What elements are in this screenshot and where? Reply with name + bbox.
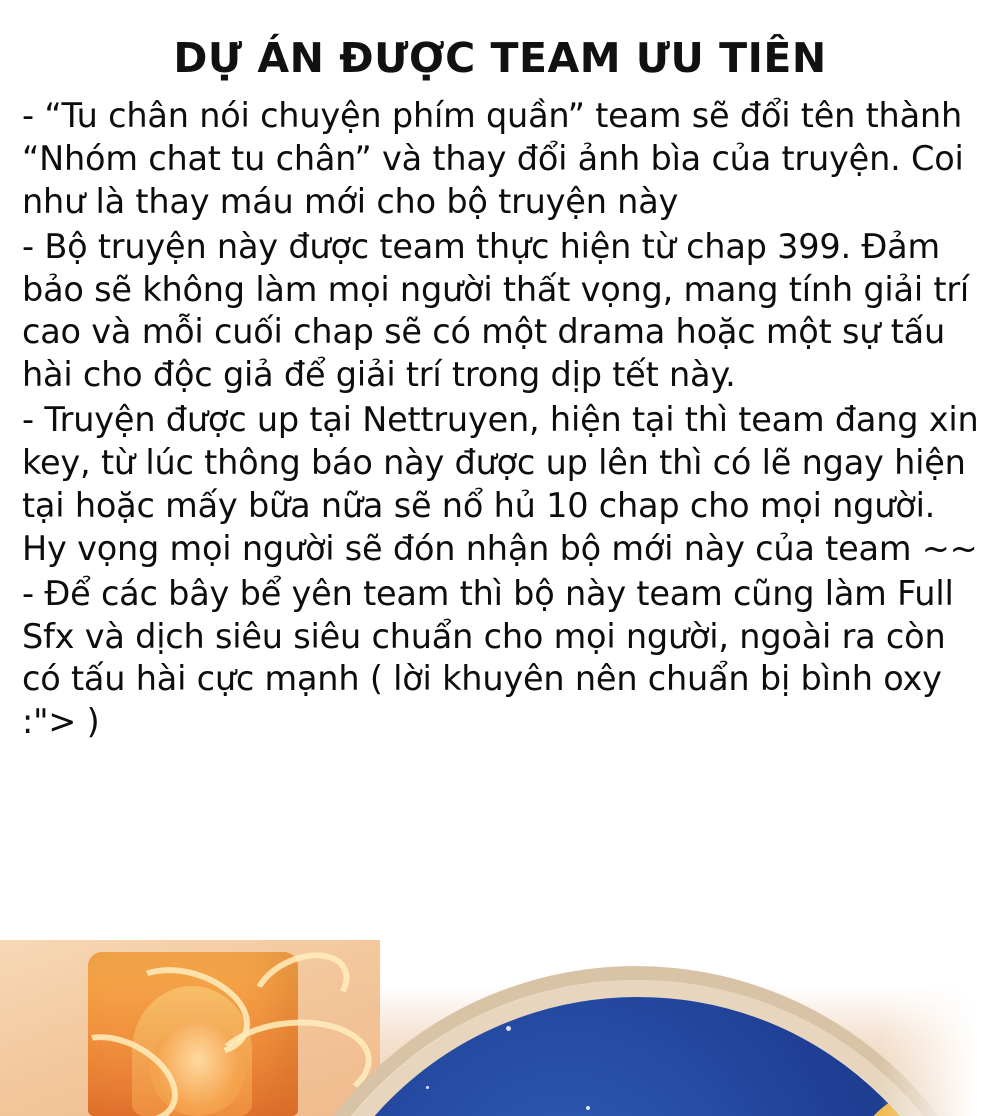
- paragraph-3: - Truyện được up tại Nettruyen, hiện tại thì team đang xin key, từ lúc thông báo này được up lên thì có lẽ ngay hiện tại hoặc mấy bữa nữa sẽ nổ hủ 10 chap cho mọi người. Hy vọng mọi người sẽ đón nhận bộ mới này của team ~~: [22, 400, 979, 568]
- artwork-edge-fade: [880, 930, 1000, 1116]
- bottom-artwork: [0, 930, 1000, 1116]
- star-icon: [346, 1036, 350, 1040]
- announcement-body: [0, 95, 1000, 744]
- page-title: DỰ ÁN ĐƯỢC TEAM ƯU TIÊN: [173, 34, 827, 82]
- paragraph-4: - Để các bây bể yên team thì bộ này team cũng làm Full Sfx và dịch siêu siêu chuẩn cho mọi người, ngoài ra còn có tấu hài cực mạnh ( lời khuyên nên chuẩn bị bình oxy :"> ): [22, 573, 954, 742]
- paragraph-2: - Bộ truyện này được team thực hiện từ chap 399. Đảm bảo sẽ không làm mọi người thất vọng, mang tính giải trí cao và mỗi cuối chap sẽ có một drama hoặc một sự tấu hài cho độc giả để giải trí trong dịp tết này.: [22, 226, 970, 395]
- paragraph-1: - “Tu chân nói chuyện phím quần” team sẽ đổi tên thành “Nhóm chat tu chân” và thay đổi ảnh bìa của truyện. Coi như là thay máu mới cho bộ truyện này: [22, 96, 964, 221]
